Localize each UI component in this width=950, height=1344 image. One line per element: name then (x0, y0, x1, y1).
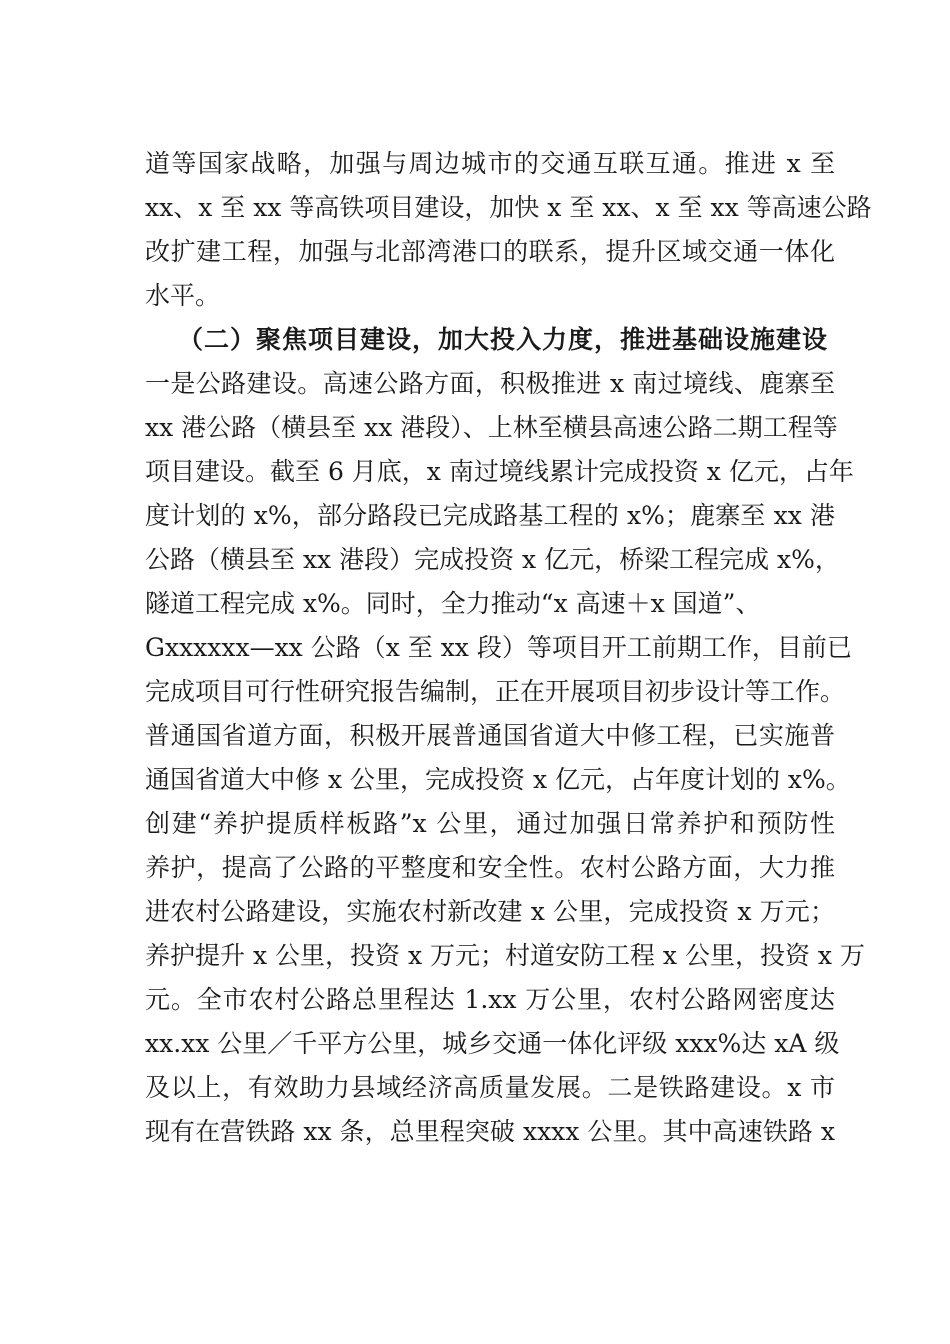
text-line: 一是公路建设。高速公路方面，积极推进 x 南过境线、鹿寨至 (145, 369, 835, 398)
text-line: xx 港公路（横县至 xx 港段）、上林至横县高速公路二期工程等 (145, 413, 838, 442)
text-line: 进农村公路建设，实施农村新改建 x 公里，完成投资 x 万元； (145, 897, 835, 926)
text-line: 公路（横县至 xx 港段）完成投资 x 亿元，桥梁工程完成 x%， (145, 545, 840, 574)
text-line: 项目建设。截至 6 月底，x 南过境线累计完成投资 x 亿元，占年 (145, 457, 854, 486)
text-line: 水平。 (145, 281, 221, 310)
text-line: 改扩建工程，加强与北部湾港口的联系，提升区域交通一体化 (145, 237, 835, 266)
text-line: 普通国省道方面，积极开展普通国省道大中修工程，已实施普 (145, 721, 835, 750)
text-line: 通国省道大中修 x 公里，完成投资 x 亿元，占年度计划的 x%。 (145, 765, 851, 794)
text-line: 道等国家战略，加强与周边城市的交通互联互通。推进 x 至 (145, 149, 835, 178)
text-line: 养护提升 x 公里，投资 x 万元；村道安防工程 x 公里，投资 x 万 (145, 941, 865, 970)
text-line: Gxxxxxx—xx 公路（x 至 xx 段）等项目开工前期工作，目前已 (145, 633, 852, 662)
text-line: 度计划的 x%，部分路段已完成路基工程的 x%；鹿寨至 xx 港 (145, 501, 835, 530)
text-line: 养护，提高了公路的平整度和安全性。农村公路方面，大力推 (145, 853, 835, 882)
text-line: 隧道工程完成 x%。同时，全力推动“x 高速＋x 国道”、 (145, 589, 761, 618)
text-line: 创建“养护提质样板路”x 公里，通过加强日常养护和预防性 (145, 809, 835, 838)
text-line: 及以上，有效助力县域经济高质量发展。二是铁路建设。x 市 (145, 1073, 835, 1102)
text-line: 元。全市农村公路总里程达 1.xx 万公里，农村公路网密度达 (145, 985, 835, 1014)
text-line: xx.xx 公里／千平方公里，城乡交通一体化评级 xxx%达 xA 级 (145, 1029, 840, 1058)
text-line: 完成项目可行性研究报告编制，正在开展项目初步设计等工作。 (145, 677, 846, 706)
text-line: xx、x 至 xx 等高铁项目建设，加快 x 至 xx、x 至 xx 等高速公路 (145, 193, 872, 222)
section-heading: （二）聚焦项目建设，加大投入力度，推进基础设施建设 (178, 325, 829, 354)
text-line: 现有在营铁路 xx 条，总里程突破 xxxx 公里。其中高速铁路 x (145, 1117, 835, 1146)
